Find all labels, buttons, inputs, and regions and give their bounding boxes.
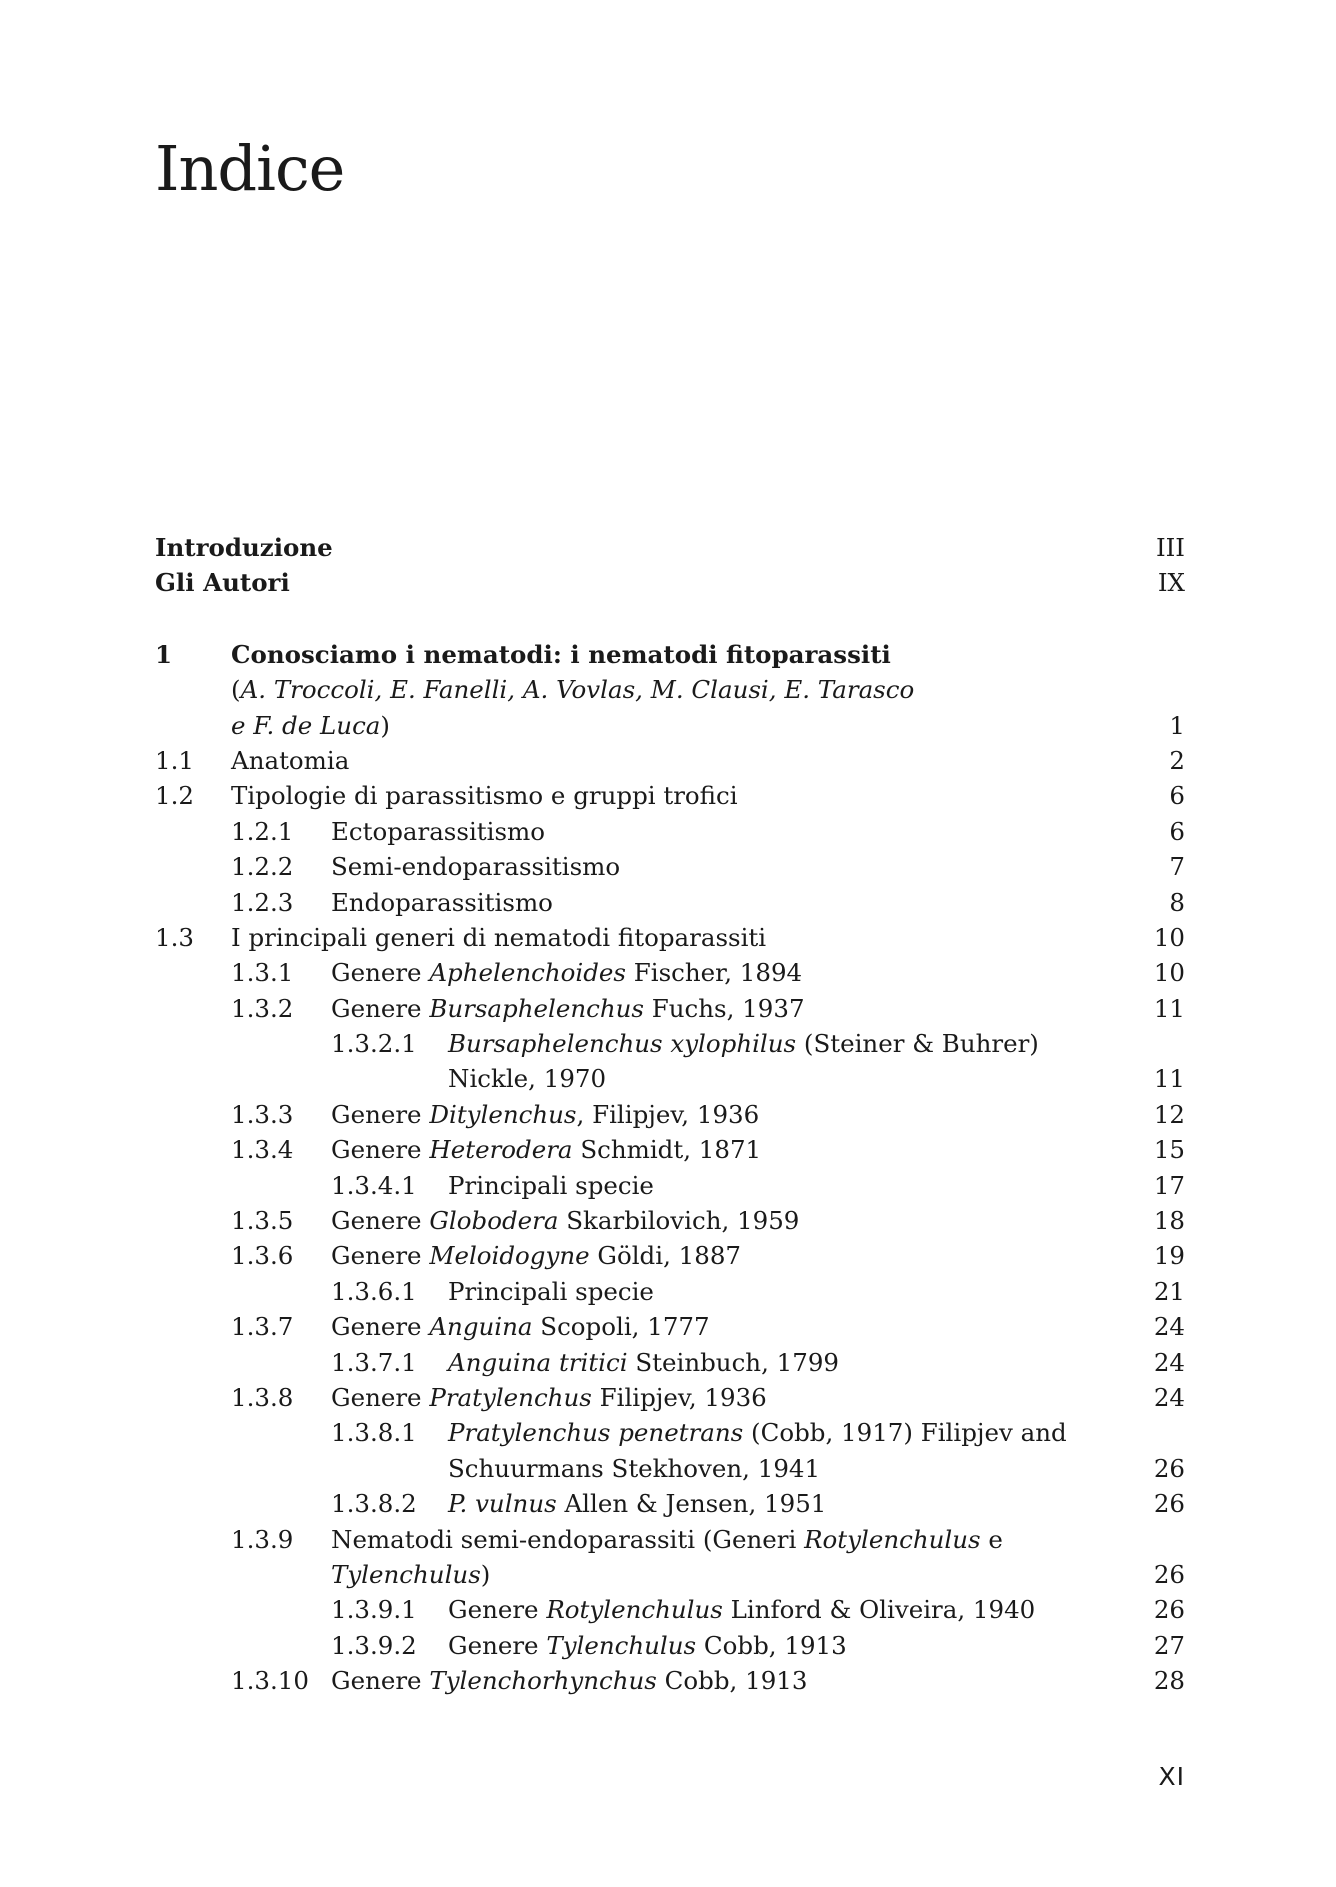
toc-entry[interactable] — [155, 955, 1185, 990]
toc-entry-title — [331, 991, 805, 1026]
toc-entry-title — [231, 672, 914, 707]
toc-entry-title — [448, 1451, 820, 1486]
toc-entry-title — [331, 1522, 1003, 1557]
toc-entry-text: Genere — [331, 1312, 430, 1342]
toc-entry[interactable] — [155, 565, 1185, 600]
toc-entry-text: Genere — [448, 1630, 547, 1660]
toc-entry-text: Ectoparassitismo — [331, 816, 546, 846]
toc-entry-title — [231, 743, 349, 778]
toc-entry-text: Scopoli, 1777 — [532, 1312, 710, 1342]
toc-entry-text: ) — [480, 1559, 491, 1589]
toc-entry-number: 1.2.2 — [231, 852, 294, 882]
toc-entry-number: 1 — [155, 639, 173, 669]
page-title: Indice — [155, 132, 345, 205]
toc-entry-italic-text: Aphelenchoides — [429, 958, 626, 988]
toc-entry-italic-text: Tylenchulus — [546, 1630, 697, 1660]
toc-entry-title — [331, 885, 553, 920]
toc-entry-title — [231, 637, 891, 672]
toc-entry-text: Linford & Oliveira, 1940 — [722, 1595, 1036, 1625]
toc-entry-number: 1.3.4.1 — [331, 1170, 417, 1200]
toc-entry-page: 26 — [1153, 1595, 1185, 1625]
toc-entry[interactable] — [155, 1628, 1185, 1663]
toc-entry-text: ( — [231, 675, 241, 705]
toc-entry-page: 18 — [1153, 1206, 1185, 1236]
toc-entry[interactable] — [155, 1203, 1185, 1238]
toc-entry-page: 28 — [1153, 1666, 1185, 1696]
toc-entry-number: 1.2 — [155, 781, 194, 811]
toc-entry-number: 1.3.8.2 — [331, 1489, 417, 1519]
toc-entry-text: Tipologie di parassitismo e gruppi trofici — [231, 781, 738, 811]
toc-entry-text: Genere — [448, 1595, 547, 1625]
toc-entry-text: Allen & Jensen, 1951 — [556, 1489, 827, 1519]
toc-entry[interactable] — [155, 530, 1185, 565]
toc-entry-text: I principali generi di nematodi fitoparassiti — [231, 922, 767, 952]
toc-entry[interactable] — [155, 1345, 1185, 1380]
toc-entry-page: 10 — [1153, 958, 1185, 988]
toc-entry-page: 10 — [1153, 922, 1185, 952]
toc-entry-title — [331, 849, 620, 884]
toc-entry[interactable] — [155, 1274, 1185, 1309]
toc-entry[interactable] — [155, 1238, 1185, 1273]
toc-entry-text: Genere — [331, 1099, 430, 1129]
toc-entry[interactable] — [155, 1061, 1185, 1096]
toc-entry-title — [448, 1274, 654, 1309]
toc-entry-number: 1.3.1 — [231, 958, 294, 988]
toc-entry-page: 11 — [1153, 1064, 1185, 1094]
toc-entry-text: , Filipjev, 1936 — [576, 1099, 760, 1129]
toc-entry-page: 15 — [1153, 1135, 1185, 1165]
toc-entry-text: Fuchs, 1937 — [643, 993, 805, 1023]
toc-entry-italic-text: Rotylenchulus — [546, 1595, 723, 1625]
toc-entry-page: 6 — [1169, 816, 1185, 846]
toc-entry-title — [155, 530, 333, 565]
toc-entry-italic-text: Heterodera — [429, 1135, 573, 1165]
toc-entry[interactable] — [155, 672, 1185, 707]
toc-entry-title — [231, 778, 738, 813]
toc-entry-title — [231, 708, 390, 743]
toc-entry-italic-text: Pratylenchus — [429, 1382, 592, 1412]
toc-entry-page: 19 — [1153, 1241, 1185, 1271]
toc-entry[interactable] — [155, 1592, 1185, 1627]
toc-entry-number: 1.3.7.1 — [331, 1347, 417, 1377]
toc-entry[interactable] — [155, 778, 1185, 813]
toc-entry-title — [448, 1486, 826, 1521]
toc-entry-title — [448, 1628, 847, 1663]
toc-entry-italic-text: A. Troccoli, E. Fanelli, A. Vovlas, M. Clausi, E. Tarasco — [240, 675, 915, 705]
toc-entry[interactable] — [155, 1522, 1185, 1557]
toc-entry-page: 26 — [1153, 1559, 1185, 1589]
toc-entry-page: 11 — [1153, 993, 1185, 1023]
toc-entry[interactable] — [155, 1557, 1185, 1592]
toc-entry[interactable] — [155, 1309, 1185, 1344]
toc-entry-title — [331, 814, 545, 849]
toc-entry-title — [331, 1097, 759, 1132]
toc-entry-text: Cobb, 1913 — [656, 1666, 808, 1696]
toc-entry-title — [331, 1380, 767, 1415]
toc-entry-title — [448, 1345, 839, 1380]
toc-entry-page: 26 — [1153, 1453, 1185, 1483]
toc-entry[interactable] — [155, 1168, 1185, 1203]
toc-entry-page: 8 — [1169, 887, 1185, 917]
toc-entry[interactable] — [155, 1380, 1185, 1415]
toc-entry[interactable] — [155, 637, 1185, 672]
toc-entry-text: Göldi, 1887 — [589, 1241, 741, 1271]
toc-entry-title — [331, 1557, 490, 1592]
toc-entry-number: 1.2.1 — [231, 816, 294, 846]
toc-entry-number: 1.1 — [155, 745, 194, 775]
toc-entry-number: 1.3.3 — [231, 1099, 294, 1129]
toc-entry-number: 1.3.6.1 — [331, 1276, 417, 1306]
toc-entry[interactable] — [155, 1132, 1185, 1167]
toc-entry-text: ) — [380, 710, 390, 740]
toc-entry[interactable] — [155, 1415, 1185, 1450]
toc-entry-italic-text: Pratylenchus penetrans — [448, 1418, 744, 1448]
toc-entry-text: Nematodi semi-endoparassiti (Generi — [331, 1524, 805, 1554]
toc-entry-text: Schmidt, 1871 — [572, 1135, 762, 1165]
toc-entry-title — [331, 955, 802, 990]
toc-entry-text: Schuurmans Stekhoven, 1941 — [448, 1453, 821, 1483]
toc-entry-page: 27 — [1153, 1630, 1185, 1660]
toc-entry-title — [331, 1132, 761, 1167]
toc-entry-text: Steinbuch, 1799 — [627, 1347, 839, 1377]
toc-entry-italic-text: e F. de Luca — [231, 710, 381, 740]
toc-entry-title — [331, 1309, 710, 1344]
toc-entry-italic-text: Bursaphelenchus xylophilus — [448, 1029, 797, 1059]
toc-entry-title — [155, 565, 290, 600]
toc-entry[interactable] — [155, 743, 1185, 778]
toc-entry-text: Semi-endoparassitismo — [331, 852, 621, 882]
toc-entry-text: Conosciamo i nematodi: i nematodi fitoparassiti — [231, 639, 891, 669]
toc-entry-text: Genere — [331, 1241, 430, 1271]
toc-entry-number: 1.3.2 — [231, 993, 294, 1023]
toc-entry-text: Principali specie — [448, 1276, 654, 1306]
toc-entry-number: 1.3.8.1 — [331, 1418, 417, 1448]
toc-entry-text: Principali specie — [448, 1170, 654, 1200]
toc-entry-italic-text: Tylenchorhynchus — [429, 1666, 657, 1696]
toc-entry-page: 21 — [1153, 1276, 1185, 1306]
toc-entry-number: 1.3.9.1 — [331, 1595, 417, 1625]
toc-entry-title — [331, 1238, 741, 1273]
toc-entry-number: 1.3.8 — [231, 1382, 294, 1412]
toc-entry-number: 1.3.10 — [231, 1666, 309, 1696]
toc-entry-italic-text: P. vulnus — [448, 1489, 557, 1519]
toc-entry-page: 7 — [1169, 852, 1185, 882]
toc-entry[interactable] — [155, 849, 1185, 884]
toc-entry-title — [448, 1026, 1039, 1061]
toc-entry-title — [448, 1415, 1067, 1450]
toc-entry-text: Genere — [331, 1206, 430, 1236]
toc-entry-number: 1.3.9.2 — [331, 1630, 417, 1660]
toc-entry-number: 1.2.3 — [231, 887, 294, 917]
toc-entry-text: Genere — [331, 993, 430, 1023]
toc-entry-page: 2 — [1169, 745, 1185, 775]
toc-entry-italic-text: Anguina — [429, 1312, 533, 1342]
toc-entry-text: (Steiner & Buhrer) — [796, 1029, 1039, 1059]
toc-entry-number: 1.3.6 — [231, 1241, 294, 1271]
toc-entry-title — [231, 920, 766, 955]
toc-entry-page: 6 — [1169, 781, 1185, 811]
toc-entry-page: 24 — [1153, 1312, 1185, 1342]
toc-entry[interactable] — [155, 885, 1185, 920]
toc-entry-page: 24 — [1153, 1382, 1185, 1412]
toc-entry-page: III — [1155, 533, 1185, 562]
toc-entry-number: 1.3.7 — [231, 1312, 294, 1342]
toc-entry-title — [448, 1061, 606, 1096]
toc-entry-page: 24 — [1153, 1347, 1185, 1377]
toc-entry-text: Nickle, 1970 — [448, 1064, 607, 1094]
toc-entry-italic-text: Bursaphelenchus — [429, 993, 644, 1023]
page-number: XI — [1158, 1762, 1185, 1791]
toc-entry-text: Cobb, 1913 — [696, 1630, 847, 1660]
toc-entry-title — [331, 1663, 807, 1698]
toc-entry-number: 1.3.5 — [231, 1206, 294, 1236]
toc-entry-title — [448, 1168, 654, 1203]
toc-entry-italic-text: Tylenchulus — [331, 1559, 481, 1589]
toc-entry-italic-text: Rotylenchulus — [804, 1524, 981, 1554]
toc-entry-text: Fischer, 1894 — [625, 958, 803, 988]
toc-entry[interactable] — [155, 1663, 1185, 1698]
toc-entry-italic-text: Ditylenchus — [429, 1099, 577, 1129]
toc-entry[interactable] — [155, 920, 1185, 955]
toc-entry-italic-text: Globodera — [429, 1206, 559, 1236]
toc-entry-text: Genere — [331, 1382, 430, 1412]
toc-entry-text: Genere — [331, 958, 430, 988]
toc-entry-text: Filipjev, 1936 — [591, 1382, 767, 1412]
toc-entry[interactable] — [155, 814, 1185, 849]
toc-entry[interactable] — [155, 708, 1185, 743]
toc-entry-page: 26 — [1153, 1489, 1185, 1519]
toc-entry-page: 12 — [1153, 1099, 1185, 1129]
toc-entry-text: Skarbilovich, 1959 — [558, 1206, 800, 1236]
toc-spacer — [155, 601, 1185, 637]
toc-entry-page: 1 — [1169, 710, 1185, 740]
toc-entry-number: 1.3.9 — [231, 1524, 294, 1554]
toc-entry-text: Introduzione — [155, 533, 333, 562]
toc-entry-text: Genere — [331, 1135, 430, 1165]
toc-entry[interactable] — [155, 1486, 1185, 1521]
toc-entry-text: Gli Autori — [155, 568, 290, 598]
toc-entry[interactable] — [155, 1026, 1185, 1061]
toc-entry-title — [448, 1592, 1035, 1627]
toc-entry[interactable] — [155, 1451, 1185, 1486]
toc-entry-italic-text: Anguina tritici — [448, 1347, 628, 1377]
toc-entry-text: Genere — [331, 1666, 430, 1696]
toc-entry[interactable] — [155, 1097, 1185, 1132]
toc-entry-number: 1.3.2.1 — [331, 1029, 417, 1059]
toc-entry-page: IX — [1157, 568, 1185, 598]
toc-entry-page: 17 — [1153, 1170, 1185, 1200]
toc-entry-text: Endoparassitismo — [331, 887, 553, 917]
toc-entry-text: (Cobb, 1917) Filipjev and — [743, 1418, 1067, 1448]
toc-entry-text: Anatomia — [231, 745, 350, 775]
toc-entry-number: 1.3.4 — [231, 1135, 294, 1165]
toc-entry-italic-text: Meloidogyne — [429, 1241, 590, 1271]
toc-entry[interactable] — [155, 991, 1185, 1026]
toc-entry-title — [331, 1203, 799, 1238]
table-of-contents — [155, 530, 1185, 1699]
toc-entry-number: 1.3 — [155, 922, 194, 952]
toc-entry-text: e — [980, 1524, 1003, 1554]
